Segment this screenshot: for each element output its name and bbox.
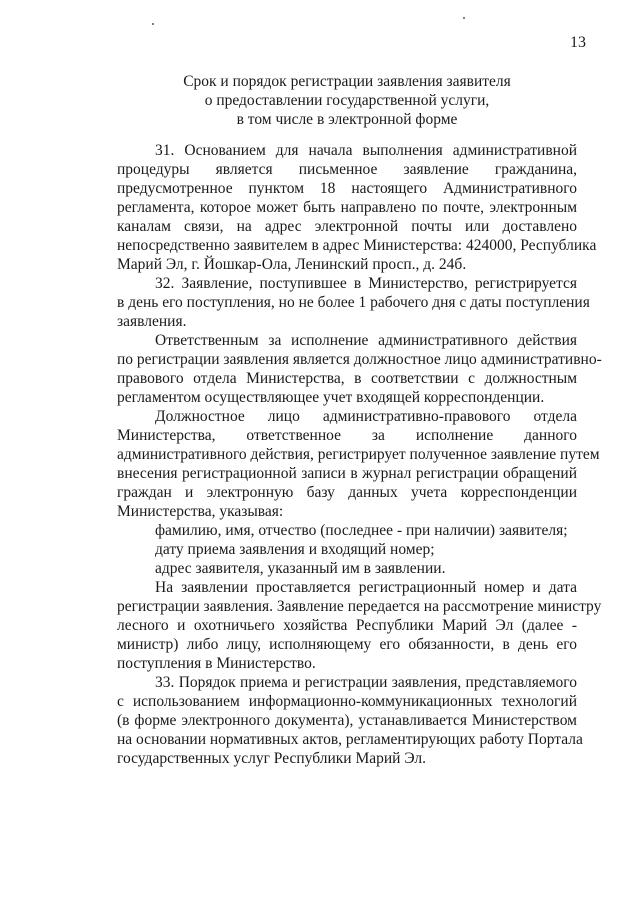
text-line: на основании нормативных актов, регламентирующих работу Портала — [117, 731, 583, 748]
text-line: государственных услуг Республики Марий Эл. — [117, 750, 426, 767]
paragraph-responsible — [117, 331, 602, 407]
text-line: регламента, которое может быть направлено по почте, электронным — [117, 199, 577, 216]
heading-line: Срок и порядок регистрации заявления заявителя — [183, 73, 511, 90]
text-line: поступления в Министерство. — [117, 655, 316, 672]
text-line: регламентом осуществляющее учет входящей корреспонденции. — [117, 389, 545, 406]
page-number: 13 — [570, 34, 586, 51]
text-line: (в форме электронного документа), устанавливается Министерством — [117, 712, 577, 729]
text-line: 32. Заявление, поступившее в Министерство, регистрируется — [155, 275, 577, 292]
list-item: дату приема заявления и входящий номер; — [155, 541, 435, 558]
text-line: Должностное лицо административно-правового отдела — [155, 408, 577, 425]
text-line: Марий Эл, г. Йошкар-Ола, Ленинский просп., д. 24б. — [117, 256, 467, 273]
paragraph-official — [117, 407, 600, 521]
text-line: регистрации заявления. Заявление передается на рассмотрение министру — [117, 598, 602, 615]
document-body — [117, 141, 602, 768]
heading-line: о предоставлении государственной услуги, — [204, 92, 490, 109]
text-line: лесного и охотничьего хозяйства Республики Марий Эл (далее - — [117, 617, 577, 634]
scan-speck — [152, 23, 154, 25]
text-line: 33. Порядок приема и регистрации заявления, представляемого — [155, 674, 577, 691]
text-line: На заявлении проставляется регистрационный номер и дата — [155, 579, 577, 596]
text-line: Министерства, указывая: — [117, 503, 284, 520]
section-heading — [117, 72, 577, 129]
paragraph-32 — [117, 274, 590, 331]
list-item: фамилию, имя, отчество (последнее - при наличии) заявителя; — [155, 522, 568, 539]
list-item: адрес заявителя, указанный им в заявлении. — [155, 560, 446, 577]
text-line: административного действия, регистрирует полученное заявление путем — [117, 446, 600, 463]
text-line: Ответственным за исполнение административного действия — [155, 332, 577, 349]
text-line: заявления. — [117, 313, 187, 330]
text-line: правового отдела Министерства, в соответствии с должностным — [117, 370, 577, 387]
text-line: Министерства, ответственное за исполнение данного — [117, 427, 577, 444]
text-line: каналам связи, на адрес электронной почты или доставлено — [117, 218, 577, 235]
scan-speck — [463, 17, 465, 19]
text-line: по регистрации заявления является должностное лицо административно- — [117, 351, 602, 368]
text-line: непосредственно заявителем в адрес Министерства: 424000, Республика — [117, 237, 597, 254]
text-line: с использованием информационно-коммуникационных технологий — [117, 693, 577, 710]
text-line: предусмотренное пунктом 18 настоящего Административного — [117, 180, 577, 197]
paragraph-33 — [117, 673, 583, 768]
heading-line: в том числе в электронной форме — [236, 111, 458, 128]
text-line: министр) либо лицу, исполняющему его обязанности, в день его — [117, 636, 577, 653]
paragraph-31 — [117, 141, 597, 274]
text-line: в день его поступления, но не более 1 рабочего дня с даты поступления — [117, 294, 590, 311]
paragraph-registration — [117, 578, 602, 673]
text-line: 31. Основанием для начала выполнения административной — [155, 142, 577, 159]
text-line: процедуры является письменное заявление гражданина, — [117, 161, 577, 178]
text-line: внесения регистрационной записи в журнал регистрации обращений — [117, 465, 577, 482]
text-line: граждан и электронную базу данных учета корреспонденции — [117, 484, 577, 501]
